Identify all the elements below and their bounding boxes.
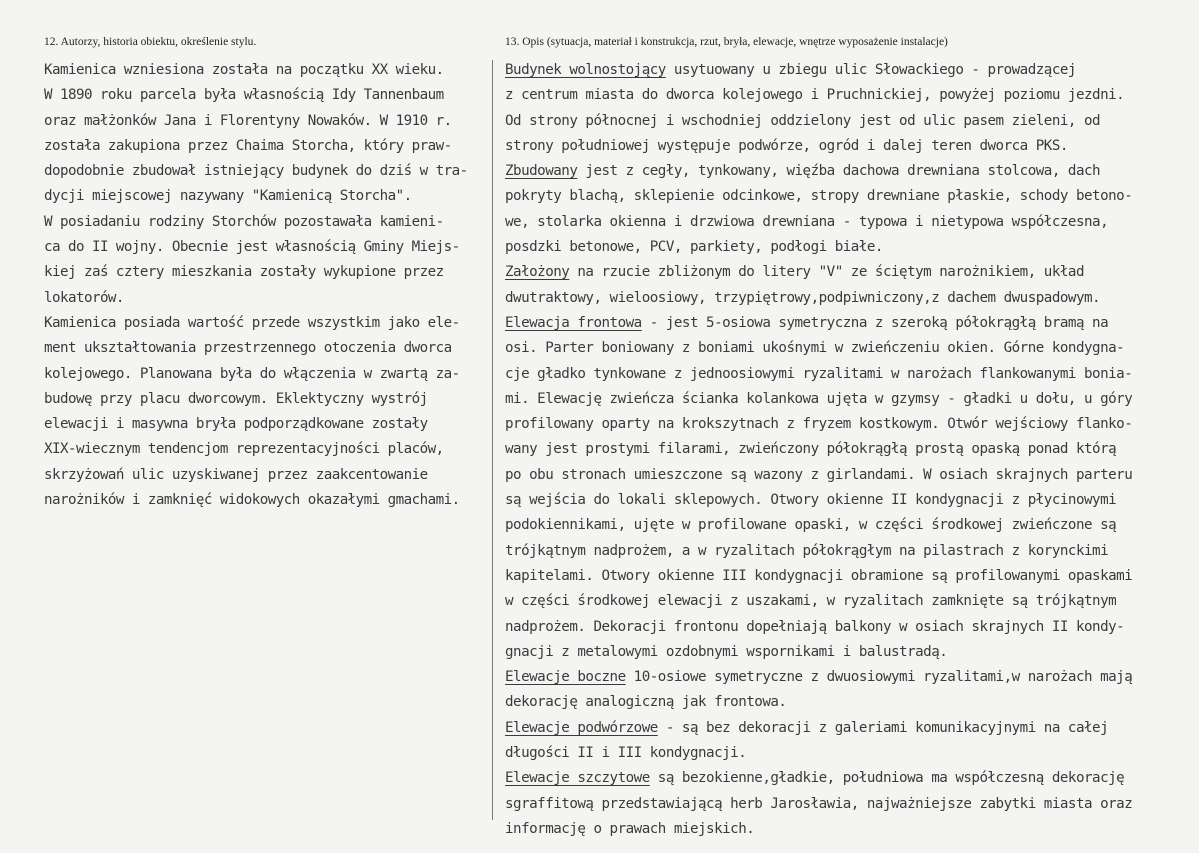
text-line bbox=[505, 387, 1175, 412]
text-line: kolejowego. Planowana była do włączenia w zwartą za- bbox=[44, 365, 460, 382]
text-line bbox=[505, 83, 1175, 108]
line-text: strony południowej występuje podwórze, ogród i dalej teren dworca PKS. bbox=[505, 137, 1068, 154]
line-text: z centrum miasta do dworca kolejowego i Pruchnickiej, powyżej poziomu jezdni. bbox=[505, 87, 1125, 104]
text-line bbox=[505, 513, 1175, 538]
text-line bbox=[505, 690, 1175, 715]
text-line bbox=[505, 539, 1175, 564]
line-text: dekorację analogiczną jak frontowa. bbox=[505, 694, 787, 711]
text-line bbox=[505, 210, 1175, 235]
line-text: dwutraktowy, wieloosiowy, trzypiętrowy,podpiwniczony,z dachem dwuspadowym. bbox=[505, 289, 1101, 306]
text-line bbox=[505, 311, 1175, 336]
column-divider bbox=[492, 60, 493, 820]
text-line bbox=[505, 412, 1175, 437]
history-heading: 12. Autorzy, historia obiektu, określenie stylu. bbox=[44, 36, 257, 48]
text-line bbox=[505, 716, 1175, 741]
text-line bbox=[505, 437, 1175, 462]
text-line bbox=[505, 109, 1175, 134]
line-text: długości II i III kondygnacji. bbox=[505, 745, 747, 762]
text-line bbox=[505, 640, 1175, 665]
underlined-term: Założony bbox=[505, 264, 570, 281]
line-text: Od strony północnej i wschodniej oddzielony jest od ulic pasem zieleni, od bbox=[505, 112, 1101, 129]
underlined-term: Elewacje boczne bbox=[505, 669, 626, 686]
text-line: budowę przy placu dworcowym. Eklektyczny wystrój bbox=[44, 390, 428, 407]
line-text: informację o prawach miejskich. bbox=[505, 820, 755, 837]
underlined-term: Elewacja frontowa bbox=[505, 314, 642, 331]
text-line bbox=[505, 665, 1175, 690]
underlined-term: Zbudowany bbox=[505, 163, 578, 180]
text-line: Kamienica wzniesiona została na początku XX wieku. bbox=[44, 62, 444, 78]
text-line: dopodobnie zbudował istniejący budynek do dziś w tra- bbox=[44, 163, 468, 180]
line-text: kapitelami. Otwory okienne III kondygnacji obramione są profilowanymi opaskami bbox=[505, 567, 1133, 584]
text-line: XIX-wiecznym tendencjom reprezentacyjności placów, bbox=[44, 441, 444, 458]
text-line bbox=[505, 564, 1175, 589]
text-line: Kamienica posiada wartość przede wszystkim jako ele- bbox=[44, 314, 460, 331]
line-text: - jest 5-osiowa symetryczna z szeroką półokrągłą bramą na bbox=[641, 314, 1109, 331]
line-text: podokiennikami, ujęte w profilowane opaski, w części środkowej zwieńczone są bbox=[505, 517, 1117, 534]
text-line bbox=[505, 159, 1175, 184]
text-line bbox=[505, 336, 1175, 361]
text-line bbox=[505, 615, 1175, 640]
text-line bbox=[505, 463, 1175, 488]
text-line: W 1890 roku parcela była własnością Idy Tannenbaum bbox=[44, 87, 444, 104]
text-line: została zakupiona przez Chaima Storcha, który praw- bbox=[44, 137, 452, 154]
line-text: trójkątnym nadprożem, a w ryzalitach półokrągłym na pilastrach z korynckimi bbox=[505, 542, 1109, 559]
text-line: ca do II wojny. Obecnie jest własnością Gminy Miejs- bbox=[44, 239, 460, 256]
text-line bbox=[505, 766, 1175, 791]
line-text: są bezokienne,gładkie, południowa ma współczesną dekorację bbox=[649, 770, 1125, 787]
text-line bbox=[505, 58, 1175, 83]
line-text: usytuowany u zbiegu ulic Słowackiego - prowadzącej bbox=[665, 62, 1076, 78]
description-heading: 13. Opis (sytuacja, materiał i konstrukcja, rzut, bryła, elewacje, wnętrze wyposażenie instalacje) bbox=[505, 36, 948, 48]
text-line: ment ukształtowania przestrzennego otoczenia dworca bbox=[44, 340, 452, 357]
line-text: na rzucie zbliżonym do litery "V" ze ściętym narożnikiem, układ bbox=[569, 264, 1085, 281]
line-text: osi. Parter boniowany z boniami ukośnymi w zwieńczeniu okien. Górne kondygna- bbox=[505, 340, 1125, 357]
text-line bbox=[505, 362, 1175, 387]
line-text: cje gładko tynkowane z jednoosiowymi ryzalitami w narożach flankowanymi bonia- bbox=[505, 365, 1133, 382]
underlined-term: Budynek wolnostojący bbox=[505, 62, 666, 78]
text-line bbox=[505, 134, 1175, 159]
line-text: sgraffitową przedstawiającą herb Jarosławia, najważniejsze zabytki miasta oraz bbox=[505, 795, 1133, 812]
history-section bbox=[44, 36, 494, 513]
text-line bbox=[505, 792, 1175, 817]
text-line: kiej zaś cztery mieszkania zostały wykupione przez bbox=[44, 264, 444, 281]
line-text: pokryty blachą, sklepienie odcinkowe, stropy drewniane płaskie, schody betono- bbox=[505, 188, 1133, 205]
text-line: narożników i zamknięć widokowych okazałymi gmachami. bbox=[44, 492, 460, 509]
line-text: są wejścia do lokali sklepowych. Otwory okienne II kondygnacji z płycinowymi bbox=[505, 492, 1117, 509]
line-text: profilowany oparty na krokszytnach z fryzem kostkowym. Otwór wejściowy flanko- bbox=[505, 416, 1133, 433]
text-line: skrzyżowań ulic uzyskiwanej przez zaakcentowanie bbox=[44, 466, 428, 483]
line-text: - są bez dekoracji z galeriami komunikacyjnymi na całej bbox=[657, 719, 1109, 736]
line-text: mi. Elewację zwieńcza ścianka kolankowa ujęta w gzymsy - gładki u dołu, u góry bbox=[505, 390, 1133, 407]
line-text: gnacji z metalowymi ozdobnymi wspornikami i balustradą. bbox=[505, 643, 948, 660]
text-line bbox=[505, 589, 1175, 614]
text-line bbox=[505, 260, 1175, 285]
line-text: posdzki betonowe, PCV, parkiety, podłogi białe. bbox=[505, 239, 883, 256]
text-line: W posiadaniu rodziny Storchów pozostawała kamieni- bbox=[44, 213, 444, 230]
text-line bbox=[505, 235, 1175, 260]
text-line bbox=[505, 184, 1175, 209]
text-line bbox=[505, 817, 1175, 842]
text-line bbox=[505, 488, 1175, 513]
text-line: dycji miejscowej nazywany "Kamienicą Storcha". bbox=[44, 188, 412, 205]
underlined-term: Elewacje podwórzowe bbox=[505, 719, 658, 736]
description-text bbox=[505, 58, 1175, 842]
underlined-term: Elewacje szczytowe bbox=[505, 770, 650, 787]
line-text: po obu stronach umieszczone są wazony z girlandami. W osiach skrajnych parteru bbox=[505, 466, 1133, 483]
line-text: w części środkowej elewacji z uszakami, w ryzalitach zamknięte są trójkątnym bbox=[505, 593, 1117, 610]
line-text: 10-osiowe symetryczne z dwuosiowymi ryzalitami,w narożach mają bbox=[625, 669, 1133, 686]
history-text bbox=[44, 58, 494, 513]
text-line bbox=[505, 741, 1175, 766]
text-line: lokatorów. bbox=[44, 289, 124, 306]
text-line bbox=[505, 286, 1175, 311]
line-text: wany jest prostymi filarami, zwieńczony półokrągłą prostą opaską ponad którą bbox=[505, 441, 1117, 458]
line-text: nadprożem. Dekoracji frontonu dopełniają balkony w osiach skrajnych II kondy- bbox=[505, 618, 1125, 635]
description-section bbox=[505, 36, 1175, 842]
text-line: oraz małżonków Jana i Florentyny Nowaków. W 1910 r. bbox=[44, 112, 452, 129]
line-text: we, stolarka okienna i drzwiowa drewniana - typowa i nietypowa współczesna, bbox=[505, 213, 1109, 230]
text-line: elewacji i masywna bryła podporządkowane zostały bbox=[44, 416, 428, 433]
line-text: jest z cegły, tynkowany, więźba dachowa drewniana stolcowa, dach bbox=[577, 163, 1101, 180]
